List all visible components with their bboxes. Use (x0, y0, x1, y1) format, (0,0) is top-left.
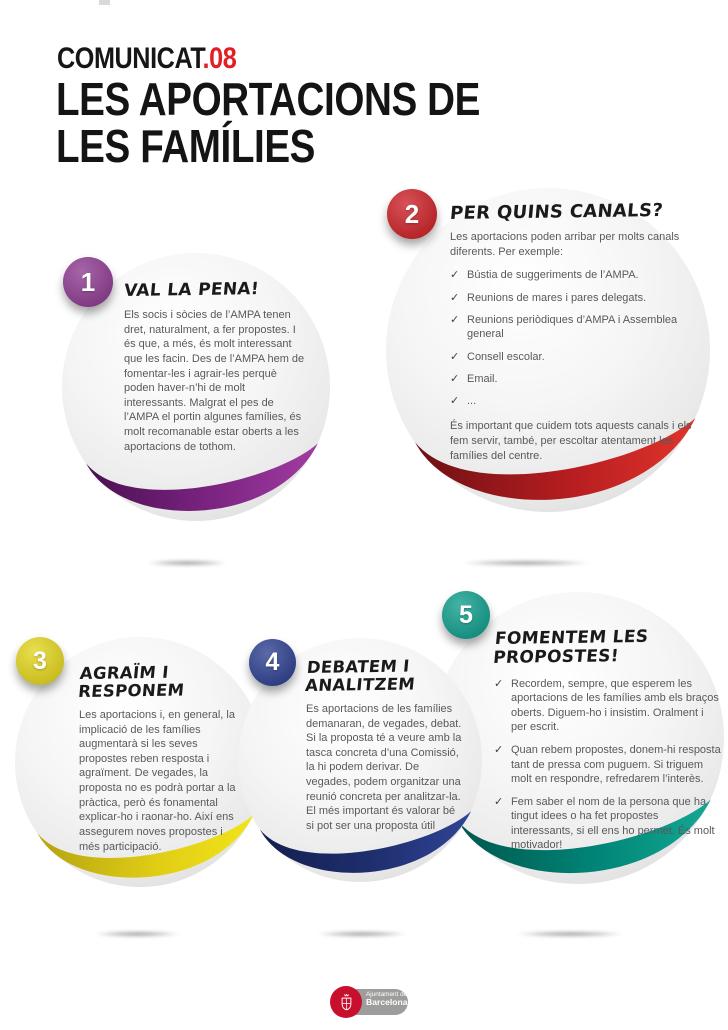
circle-shadow (304, 930, 420, 938)
checklist-text: Bústia de suggeriments de l’AMPA. (467, 269, 639, 282)
checklist-text: Quan rebem propostes, donem-hi resposta tant de pressa com puguem. Si triguem molt en respondre, refredarem l’interès. (511, 744, 721, 785)
kicker-label: COMUNICAT (57, 42, 203, 75)
check-icon: ✓ (494, 744, 504, 757)
kicker (57, 42, 236, 76)
badge-number: 2 (404, 199, 420, 229)
circle-shadow (500, 930, 640, 938)
section-intro: Les aportacions poden arribar per molts canals diferents. Per exemple: (450, 231, 680, 258)
checklist-text: Reunions periòdiques d’AMPA i Assemblea general (467, 314, 678, 341)
circle-shadow (82, 930, 192, 938)
section-title: FOMENTEM LES PROPOSTES! (492, 626, 650, 669)
page-title-line2: LES FAMÍLIES (56, 119, 316, 172)
checklist-text: Email. (467, 372, 498, 385)
section-bubble-3 (15, 637, 265, 887)
section-badge-3 (16, 637, 64, 685)
checklist-text: ... (467, 395, 477, 408)
badge-number: 3 (33, 647, 47, 675)
checklist-item (450, 268, 690, 282)
section-title: PER QUINS CANALS? (449, 200, 664, 224)
section-body: Es aportacions de les famílies demanaran, de vegades, debat. Si la proposta té a veure amb la tasca concreta d’una Comissió, la hi podem derivar. De vegades, podem organitzar una reunió concreta per analitzar-la. El més important és valorar bé si pot ser una proposta útil (306, 702, 462, 832)
checklist-item (494, 677, 722, 734)
checklist-item (450, 394, 690, 408)
checklist-item (450, 350, 690, 364)
check-icon: ✓ (450, 350, 460, 363)
checklist-item (494, 795, 722, 852)
checklist-text: Consell escolar. (467, 350, 545, 363)
check-icon: ✓ (450, 291, 460, 304)
logo-disc (330, 986, 362, 1018)
section-title: VAL LA PENA! (123, 279, 260, 301)
check-icon: ✓ (450, 395, 460, 408)
badge-number: 1 (80, 267, 96, 297)
checklist-text: Fem saber el nom de la persona que ha tingut idees o ha fet propostes interessants, si ell ens ho permet. És molt motivador! (511, 796, 715, 852)
section-body: Les aportacions i, en general, la implicació de les famílies augmentarà si les seves propostes reben resposta i agraïment. De vegades, la proposta no es podrà portar a la pràctica, però és fonamental explicar-ho i raonar-ho. Així ens assegurem noves propostes i més participació. (79, 708, 236, 853)
circle-shadow (135, 559, 239, 567)
badge-number: 4 (265, 648, 280, 676)
section-badge-5 (442, 591, 490, 639)
section-bubble-2 (386, 188, 710, 512)
section-badge-1 (63, 257, 113, 307)
section-badge-2 (387, 189, 437, 239)
checklist-item (494, 743, 722, 786)
section-bubble-4 (238, 638, 482, 882)
check-icon: ✓ (450, 269, 460, 282)
kicker-number: .08 (202, 42, 237, 75)
circle-shadow (442, 559, 610, 567)
section-title: AGRAÏM I RESPONEM (77, 662, 186, 702)
barcelona-crest-icon (339, 993, 354, 1012)
checklist-item (450, 291, 690, 305)
badge-number: 5 (459, 601, 473, 629)
print-crop-mark (99, 0, 110, 5)
check-icon: ✓ (494, 678, 504, 691)
section-badge-4 (249, 639, 296, 686)
checklist-text: Recordem, sempre, que esperem les aportacions de les famílies amb els braços oberts. Diguem-ho i insistim. Oralment i per escrit. (511, 678, 719, 733)
check-icon: ✓ (494, 796, 504, 809)
section-bubble-1 (62, 253, 330, 521)
checklist-text: Reunions de mares i pares delegats. (467, 291, 647, 304)
page-title (56, 73, 480, 172)
page-title-line1: LES APORTACIONS DE (56, 73, 480, 125)
logo-text-line1: Ajuntament de (366, 991, 408, 998)
check-icon: ✓ (450, 372, 460, 385)
logo-text-line2: Barcelona (366, 997, 408, 1008)
barcelona-logo (330, 986, 408, 1018)
check-icon: ✓ (450, 314, 460, 326)
section-outro: És important que cuidem tots aquests canals i els fem servir, també, per escoltar atentament les famílies del centre. (450, 420, 692, 462)
checklist-item (450, 313, 690, 342)
section-title: DEBATEM I ANALITZEM (304, 656, 416, 696)
section-body: Els socis i sòcies de l’AMPA tenen dret, naturalment, a fer propostes. I és que, a més, és molt interessant que les facin. Des de l’AMPA hem de fomentar-les i agrair-les perquè poden haver-n’hi de molt interessants. Malgrat el pes de l’AMPA el portin algunes famílies, és molt recomanable estar oberts a les aportacions de tothom. (124, 309, 305, 453)
checklist-item (450, 372, 690, 386)
